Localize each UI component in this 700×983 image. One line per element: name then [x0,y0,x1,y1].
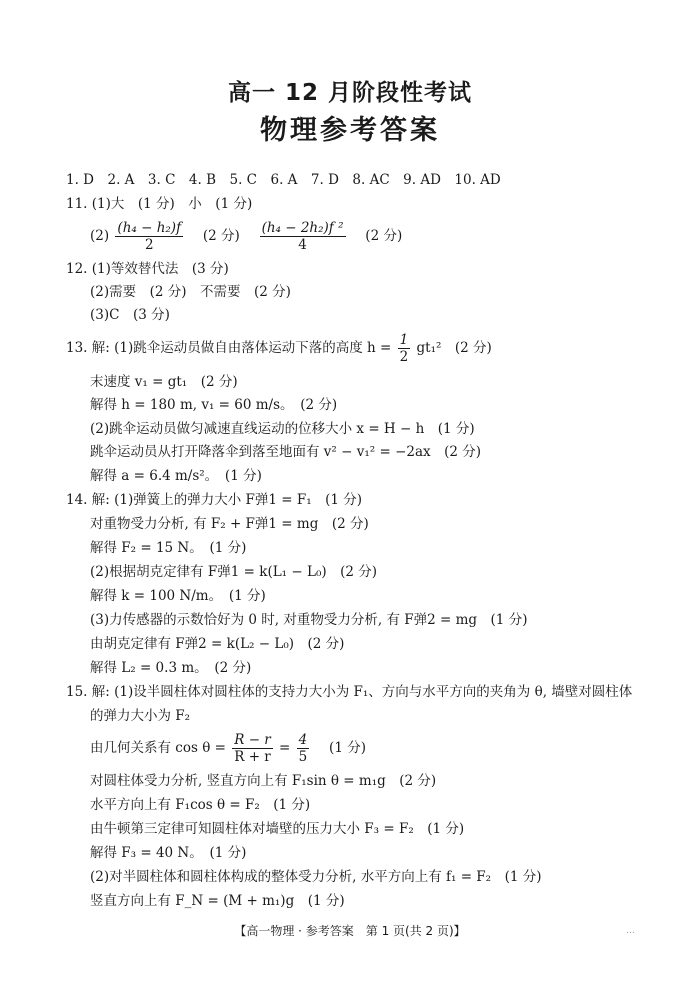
fraction-numerator: 1 [399,332,409,348]
answer-line: 竖直方向上有 F_N = (M + m₁)g (1 分) [90,893,345,909]
page-title: 高一 12 月阶段性考试 [227,80,473,106]
answer-line [90,732,366,765]
fraction [297,732,310,765]
line-text: = [279,740,291,756]
answer-line: (3)力传感器的示数恰好为 0 时, 对重物受力分析, 有 F弹2 = mg (1 分) [90,612,528,628]
fraction-denominator: R + r [234,749,271,765]
line-text: (2 分) [189,228,254,244]
fraction-numerator: 4 [298,732,308,748]
fraction-numerator: (h₄ − h₂)f [117,220,182,236]
page-subtitle: 物理参考答案 [260,115,440,146]
answer-line: 跳伞运动员从打开降落伞到落至地面有 v² − v₁² = −2ax (2 分) [90,444,482,460]
fraction-denominator: 4 [298,237,307,253]
answer-line: (3)C (3 分) [90,307,170,323]
answer-line: (2)跳伞运动员做匀减速直线运动的位移大小 x = H − h (1 分) [90,421,475,437]
line-text: (1 分) [315,740,366,756]
answer-line: 由牛顿第三定律可知圆柱体对墙壁的压力大小 F₃ = F₂ (1 分) [90,821,465,837]
fraction [115,220,183,253]
answer-line: 14. 解: (1)弹簧上的弹力大小 F弹1 = F₁ (1 分) [66,492,363,508]
answer-line: (2)需要 (2 分) 不需要 (2 分) [90,284,291,300]
fraction [398,332,411,365]
line-text: 13. 解: (1)跳伞运动员做自由落体运动下落的高度 h = [66,340,392,356]
answer-line: 对圆柱体受力分析, 竖直方向上有 F₁sin θ = m₁g (2 分) [90,773,437,789]
answer-line: 11. (1)大 (1 分) 小 (1 分) [66,196,253,212]
answer-line: 解得 k = 100 N/m。 (1 分) [90,588,266,604]
answer-line: (2)根据胡克定律有 F弹1 = k(L₁ − L₀) (2 分) [90,564,378,580]
answer-line: 解得 a = 6.4 m/s²。 (1 分) [90,468,262,484]
answer-line: 的弹力大小为 F₂ [90,708,191,724]
line-text: 由几何关系有 cos θ = [90,740,226,756]
line-text: gt₁² (2 分) [416,340,492,356]
fraction-denominator: 2 [144,237,154,253]
fraction-denominator: 2 [399,349,409,365]
line-text: (2) [90,228,110,244]
answer-line: 末速度 v₁ = gt₁ (2 分) [90,374,238,390]
answer-line: 15. 解: (1)设半圆柱体对圆柱体的支持力大小为 F₁、方向与水平方向的夹角为 θ, 墙壁对圆柱体 [66,684,633,700]
answer-line: 12. (1)等效替代法 (3 分) [66,261,229,277]
fraction-numerator: R − r [234,732,271,748]
answer-line: 解得 h = 180 m, v₁ = 60 m/s。 (2 分) [90,397,338,413]
answer-line: 解得 F₂ = 15 N。 (1 分) [90,540,247,556]
fraction-denominator: 5 [298,749,308,765]
fraction-numerator: (h₄ − 2h₂)f ² [261,220,344,236]
answer-line: 解得 F₃ = 40 N。 (1 分) [90,845,247,861]
answer-line: 水平方向上有 F₁cos θ = F₂ (1 分) [90,797,311,813]
answer-line: 对重物受力分析, 有 F₂ + F弹1 = mg (2 分) [90,516,369,532]
page-footer: 【高一物理 · 参考答案 第 1 页(共 2 页)】 [234,924,466,938]
line-text: (2 分) [351,228,403,244]
answer-line: 解得 L₂ = 0.3 m。 (2 分) [90,660,252,676]
fraction [232,732,273,765]
answer-line: 由胡克定律有 F弹2 = k(L₂ − L₀) (2 分) [90,636,345,652]
answer-line [66,332,492,365]
corner-mark: … [626,926,635,936]
answer-line: 1. D 2. A 3. C 4. B 5. C 6. A 7. D 8. AC 9. AD 10. AD [66,172,501,188]
answer-line: (2)对半圆柱体和圆柱体构成的整体受力分析, 水平方向上有 f₁ = F₂ (1 分) [90,869,542,885]
answer-line [90,220,402,253]
fraction [260,220,346,253]
